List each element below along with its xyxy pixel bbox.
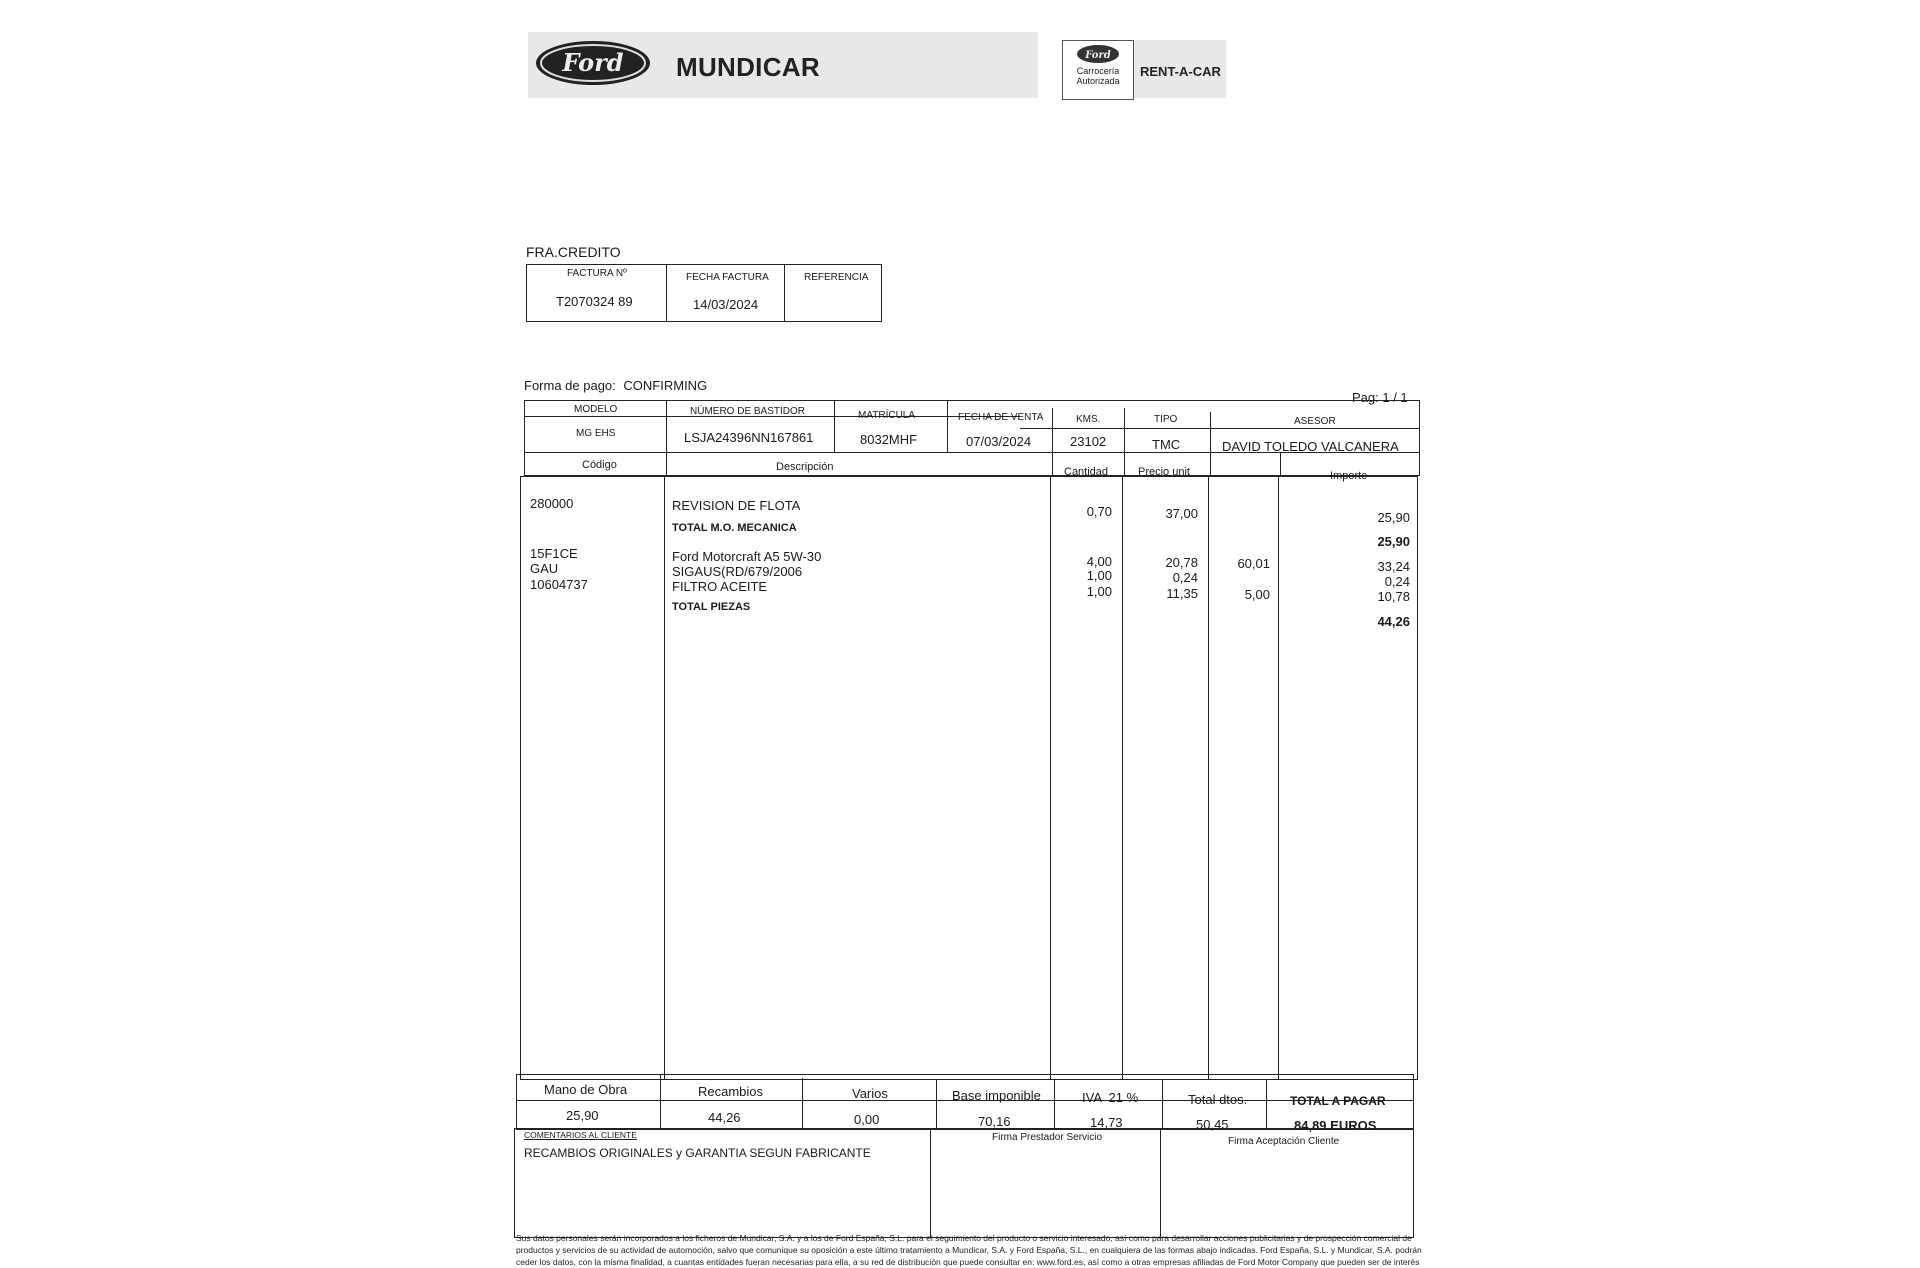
varios-label: Varios [852, 1086, 888, 1101]
rent-a-car-label: RENT-A-CAR [1140, 64, 1221, 79]
comments-text: RECAMBIOS ORIGINALES y GARANTIA SEGUN FABRICANTE [524, 1146, 871, 1160]
ford-logo [533, 38, 653, 88]
total-value: 84,89 EUROS [1294, 1118, 1377, 1133]
col-cantidad: Cantidad [1064, 466, 1109, 478]
line-dto: 60,01 [1237, 556, 1270, 571]
line-importe: 10,78 [1377, 589, 1410, 604]
line-descripcion: REVISION DE FLOTA [672, 498, 801, 513]
line-cantidad: 1,00 [1086, 584, 1112, 599]
factura-label: FACTURA Nº [567, 268, 627, 279]
line-codigo: 280000 [530, 496, 574, 511]
tipo-value: TMC [1152, 437, 1181, 452]
line-descripcion: FILTRO ACEITE [672, 579, 768, 594]
recambios-label: Recambios [698, 1084, 764, 1099]
base-label: Base imponible [952, 1088, 1041, 1103]
matricula-label: MATRÍCULA [858, 410, 916, 421]
line-cantidad: 0,70 [1086, 504, 1112, 519]
payment-value: CONFIRMING [623, 378, 708, 393]
legal-line-3: ceder los datos, con la misma finalidad, a cuantas entidades fueran necesarias para ella, a su red de distribución que puede consultar en: www.ford.es, así como a otras empresas afiliadas de Ford Motor Company que pueden ser de interés [516, 1257, 1420, 1267]
payment-method [524, 378, 707, 393]
varios-value: 0,00 [854, 1112, 880, 1127]
col-codigo: Código [582, 459, 617, 471]
line-importe: 25,90 [1377, 510, 1410, 525]
fecha-factura-label: FECHA FACTURA [686, 272, 769, 283]
divider [1266, 1080, 1267, 1130]
payment-label: Forma de pago: [524, 378, 616, 393]
subtotal-label: TOTAL PIEZAS [672, 601, 751, 613]
comments-label: COMENTARIOS AL CLIENTE [524, 1130, 637, 1140]
brand-name: MUNDICAR [676, 52, 820, 82]
asesor-value: DAVID TOLEDO VALCANERA [1222, 439, 1399, 454]
subtotal-importe: 44,26 [1377, 614, 1410, 629]
total-label: TOTAL A PAGAR [1290, 1094, 1386, 1108]
line-precio: 20,78 [1165, 555, 1198, 570]
subtotal-importe: 25,90 [1377, 534, 1410, 549]
dtos-label: Total dtos. [1188, 1092, 1248, 1107]
divider [1160, 1130, 1161, 1238]
divider [834, 400, 835, 452]
bastidor-label: NÚMERO DE BASTIDOR [690, 406, 806, 417]
referencia-label: REFERENCIA [804, 272, 869, 283]
carroceria-line2: Autorizada [1076, 76, 1120, 86]
firma-prestador: Firma Prestador Servicio [992, 1132, 1103, 1143]
divider [1162, 1080, 1163, 1130]
divider [1280, 452, 1281, 476]
col-descripcion: Descripción [776, 461, 834, 473]
col-importe: Importe [1330, 470, 1368, 482]
line-codigo: GAU [530, 561, 559, 576]
divider [1020, 428, 1420, 429]
iva-value: 14,73 [1090, 1115, 1123, 1130]
matricula-value: 8032MHF [860, 432, 918, 447]
base-value: 70,16 [978, 1114, 1011, 1129]
divider [802, 1078, 803, 1130]
mano-obra-value: 25,90 [566, 1108, 599, 1123]
divider [936, 1080, 937, 1130]
asesor-label: ASESOR [1294, 416, 1336, 427]
tipo-label: TIPO [1154, 414, 1178, 425]
legal-line-1: Sus datos personales serán incorporados a los ficheros de Mundicar, S.A. y a los de Ford España, S.L. para el seguimiento del producto o servicio interesado, así como para desarrollar acciones publicitarias y de prospección comercial de [516, 1233, 1412, 1243]
divider [1052, 408, 1053, 476]
divider [666, 264, 667, 322]
divider [1054, 1080, 1055, 1130]
divider [666, 400, 667, 476]
divider [1124, 408, 1125, 476]
line-dto: 5,00 [1244, 587, 1270, 602]
divider [664, 476, 665, 1080]
line-cantidad: 4,00 [1086, 554, 1112, 569]
svg-text:Ford: Ford [1085, 50, 1111, 61]
dtos-value: 50,45 [1196, 1117, 1229, 1132]
col-precio: Precio unit [1138, 466, 1190, 478]
ford-small-logo [1075, 44, 1121, 64]
divider [784, 264, 785, 322]
line-codigo: 15F1CE [530, 546, 578, 561]
line-importe: 0,24 [1384, 574, 1410, 589]
fecha-venta-label: FECHA DE VENTA [958, 412, 1044, 423]
line-precio: 11,35 [1166, 586, 1198, 601]
kms-value: 23102 [1070, 434, 1107, 449]
carroceria-line1: Carrocería [1076, 66, 1120, 76]
subtotal-label: TOTAL M.O. MECANICA [672, 522, 797, 534]
line-cantidad: 1,00 [1086, 568, 1112, 583]
firma-cliente: Firma Aceptación Cliente [1228, 1136, 1340, 1147]
carroceria-badge [1062, 40, 1134, 100]
line-descripcion: SIGAUS(RD/679/2006 [672, 564, 803, 579]
divider [660, 1074, 661, 1130]
line-descripcion: Ford Motorcraft A5 5W-30 [672, 549, 822, 564]
bastidor-value: LSJA24396NN167861 [684, 430, 814, 445]
legal-line-2: productos y servicios de su actividad de automoción, salvo que comunique su oposición a este último tratamiento a Mundicar, S.A. y Ford España, S.L., en cualquiera de las formas abajo indicadas. Ford España, S.L. y Mundicar, S.A. podrán [516, 1245, 1422, 1255]
kms-label: KMS. [1076, 414, 1101, 425]
line-codigo: 10604737 [530, 577, 588, 592]
factura-number: T2070324 89 [556, 294, 633, 309]
modelo-value: MG EHS [576, 428, 616, 439]
fecha-venta-value: 07/03/2024 [966, 434, 1032, 449]
modelo-label: MODELO [574, 404, 618, 415]
line-precio: 37,00 [1165, 506, 1198, 521]
fecha-factura-value: 14/03/2024 [693, 297, 759, 312]
line-importe: 33,24 [1377, 559, 1410, 574]
line-precio: 0,24 [1172, 570, 1198, 585]
divider [947, 400, 948, 452]
divider [930, 1128, 931, 1238]
iva-label: IVA 21 % [1082, 1090, 1139, 1105]
page-number: Pag: 1 / 1 [1352, 390, 1408, 405]
document-type: FRA.CREDITO [526, 244, 621, 260]
recambios-value: 44,26 [708, 1110, 741, 1125]
mano-obra-label: Mano de Obra [544, 1082, 628, 1097]
divider [1210, 412, 1211, 476]
ford-logo-text: Ford [562, 48, 624, 77]
